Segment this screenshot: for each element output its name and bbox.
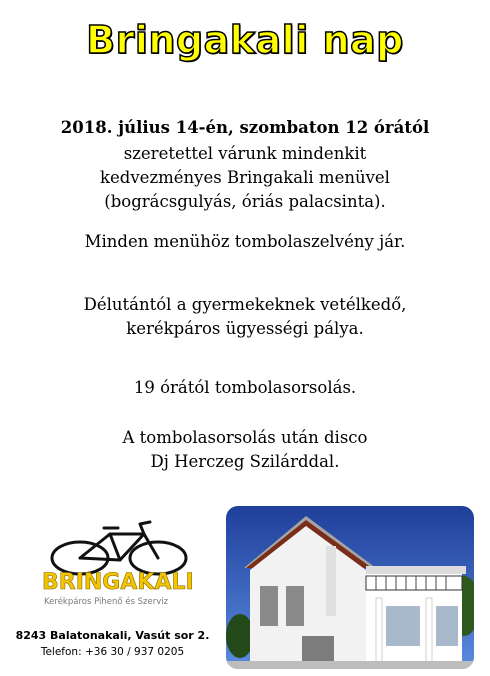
intro-line: kedvezményes Bringakali menüvel — [100, 168, 390, 187]
logo-wordmark: BRINGAKALI — [42, 570, 194, 595]
address-text: 8243 Balatonakali, Vasút sor 2. — [15, 629, 210, 642]
intro-line: szeretettel várunk mindenkit — [123, 144, 367, 163]
event-date: 2018. július 14-én, szombaton 12 órától — [60, 118, 430, 137]
raffle-ticket-text: Minden menühöz tombolaszelvény jár. — [84, 232, 406, 251]
disco-paragraph — [0, 426, 490, 474]
event-title: Bringakali nap — [86, 18, 404, 62]
intro-line: (bográcsgulyás, óriás palacsinta). — [104, 192, 386, 211]
disco-line: A tombolasorsolás után disco — [122, 428, 368, 447]
building-photo — [226, 506, 474, 669]
kids-line: Délutántól a gyermekeknek vetélkedő, — [83, 295, 407, 314]
bringakali-logo — [40, 520, 200, 620]
disco-line: Dj Herczeg Szilárddal. — [150, 452, 340, 471]
intro-paragraph — [0, 142, 490, 214]
kids-paragraph — [0, 293, 490, 341]
bicycle-icon — [40, 520, 200, 620]
phone-text: Telefon: +36 30 / 937 0205 — [40, 646, 185, 658]
logo-tagline: Kerékpáros Pihenő és Szerviz — [44, 597, 169, 607]
kids-line: kerékpáros ügyességi pálya. — [126, 319, 364, 338]
raffle-draw-text: 19 órától tombolasorsolás. — [133, 378, 357, 397]
